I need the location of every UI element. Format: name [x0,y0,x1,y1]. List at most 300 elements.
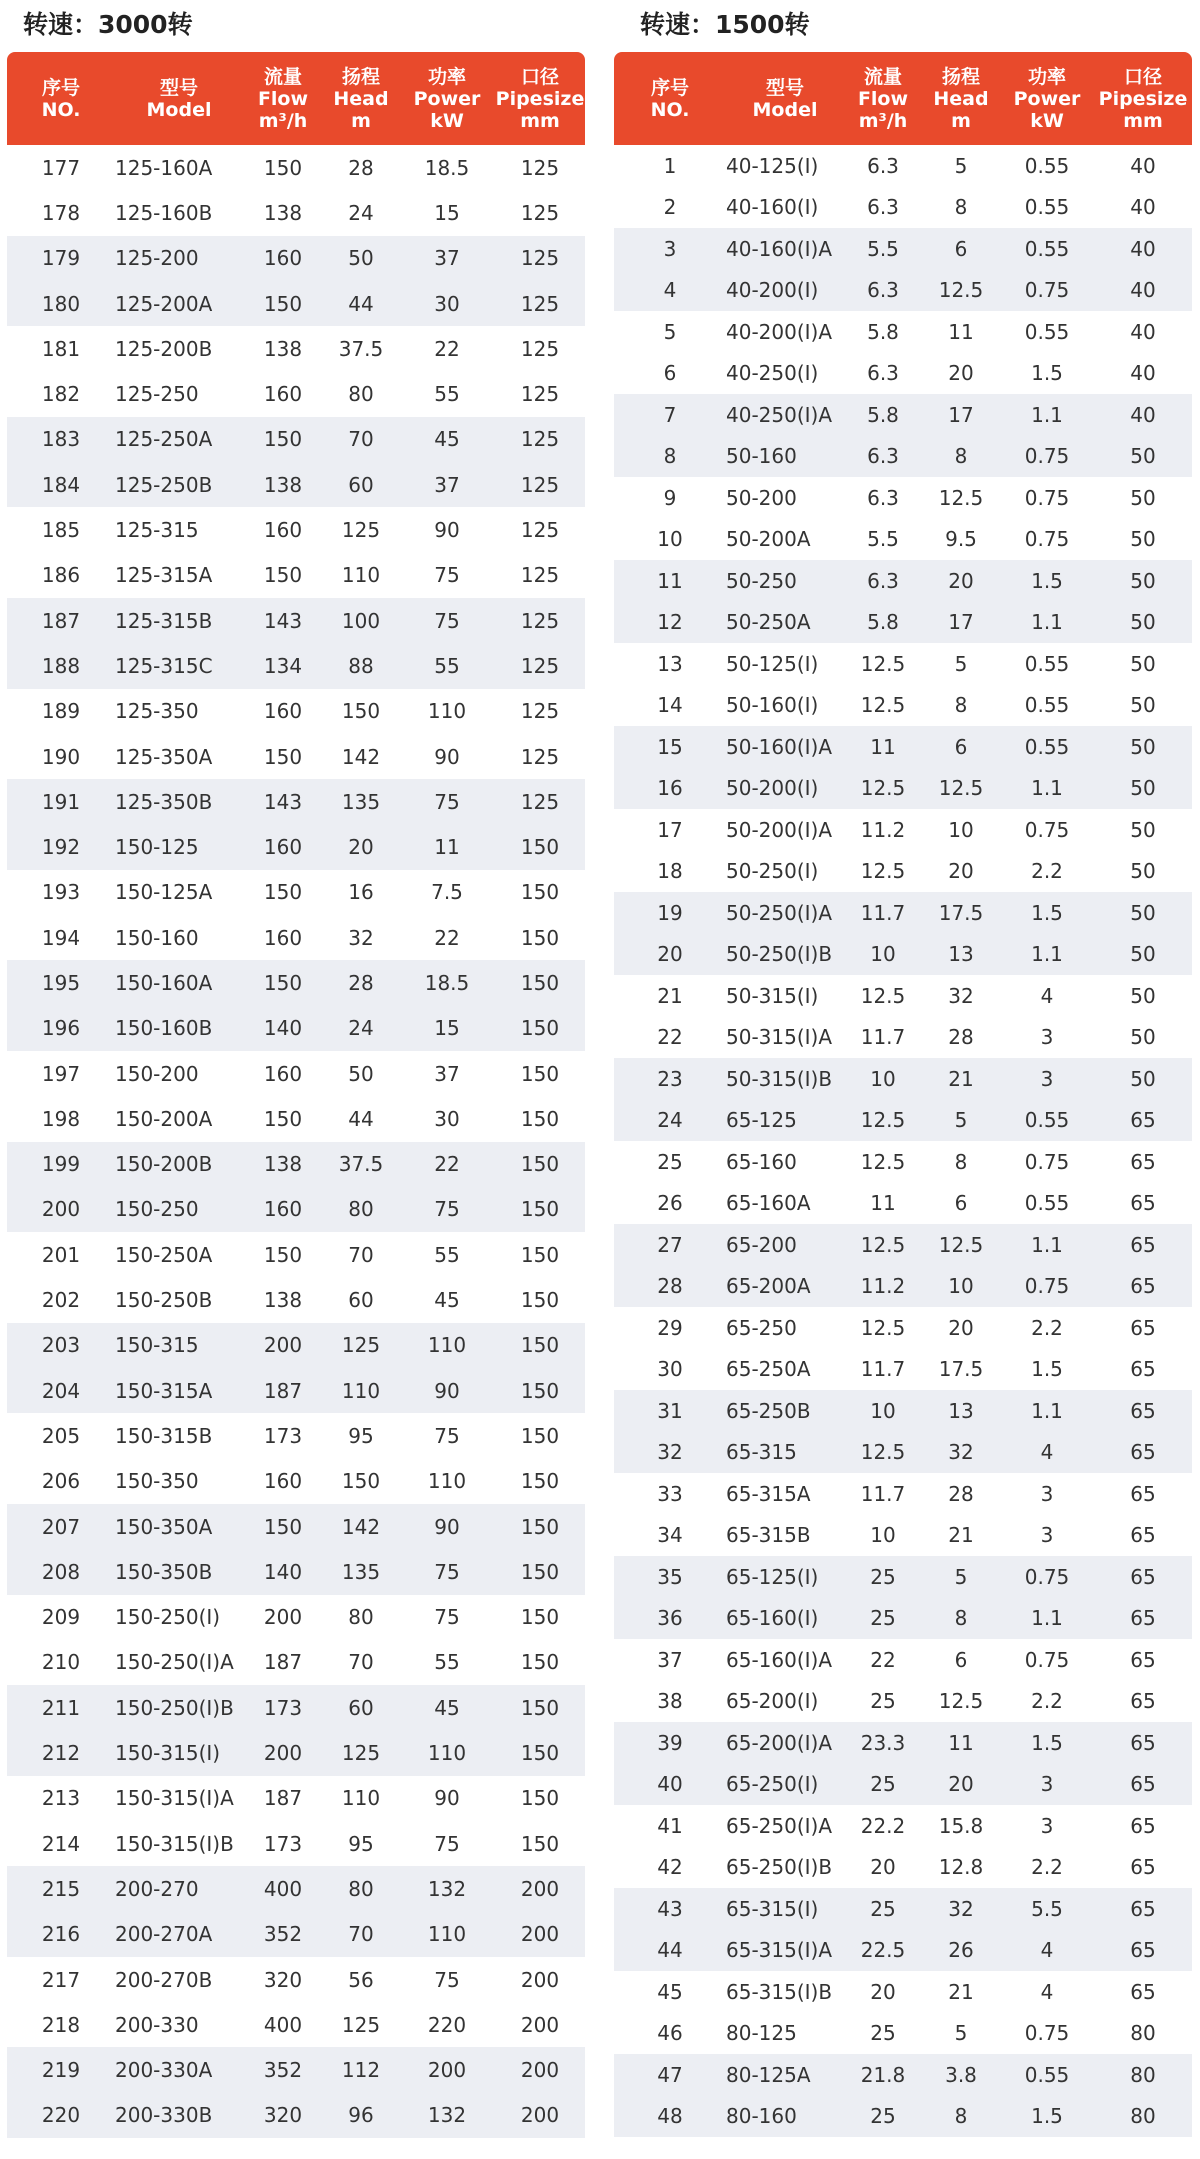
row-power: 55 [434,1242,460,1267]
row-flow: 5.8 [867,402,899,427]
row-model: 150-350B [115,1559,213,1584]
table-row [7,145,585,190]
row-power: 110 [427,1741,467,1766]
row-pipesize: 150 [520,1741,560,1766]
row-pipesize: 125 [520,246,560,271]
row-pipesize: 200 [520,2058,560,2083]
row-no: 199 [41,1152,81,1177]
row-power: 0.75 [1024,278,1070,303]
row-no: 1 [663,153,677,178]
row-model: 50-160(I) [726,693,819,718]
row-no: 47 [657,2062,683,2087]
row-model: 65-315(I)B [726,1979,833,2004]
row-no: 12 [657,610,683,635]
row-pipesize: 65 [1130,1979,1156,2004]
table-row [614,2013,1192,2055]
row-pipesize: 50 [1130,610,1156,635]
row-power: 1.5 [1031,2104,1063,2129]
row-model: 150-200 [115,1061,199,1086]
row-pipesize: 80 [1130,2104,1156,2129]
table-row [614,145,1192,187]
row-head: 13 [948,1398,974,1423]
row-model: 150-125A [115,880,213,905]
row-flow: 138 [263,1152,303,1177]
row-pipesize: 50 [1130,734,1156,759]
table-row [7,1640,585,1685]
table-row [614,1598,1192,1640]
row-head: 26 [948,1938,974,1963]
row-pipesize: 125 [520,200,560,225]
row-power: 3 [1040,1772,1054,1797]
row-power: 110 [427,1922,467,1947]
row-pipesize: 125 [520,427,560,452]
row-power: 7.5 [431,880,463,905]
row-power: 11 [434,835,460,860]
row-pipesize: 150 [520,1106,560,1131]
row-no: 30 [657,1357,683,1382]
row-model: 40-160(I)A [726,236,833,261]
table-row [7,553,585,598]
row-head: 3.8 [945,2062,977,2087]
row-no: 193 [41,880,81,905]
row-power: 18.5 [424,155,470,180]
row-pipesize: 65 [1130,1232,1156,1257]
row-pipesize: 150 [520,1197,560,1222]
row-pipesize: 150 [520,880,560,905]
row-flow: 160 [263,1197,303,1222]
row-no: 7 [663,402,677,427]
row-power: 1.1 [1031,1232,1063,1257]
row-power: 75 [434,608,460,633]
table-row [614,1058,1192,1100]
table-row [7,643,585,688]
row-power: 110 [427,699,467,724]
header-model: 型号 Model [752,76,818,121]
row-head: 44 [348,291,374,316]
table-row [7,190,585,235]
row-pipesize: 50 [1130,527,1156,552]
row-model: 65-315B [726,1523,811,1548]
row-power: 3 [1040,1481,1054,1506]
table-row [7,1232,585,1277]
row-flow: 22.5 [860,1938,906,1963]
row-pipesize: 80 [1130,2021,1156,2046]
table-3000rpm-panel [7,0,585,2138]
table-row [614,643,1192,685]
row-head: 11 [948,1730,974,1755]
row-power: 0.55 [1024,195,1070,220]
row-head: 21 [948,1523,974,1548]
table-body [7,145,585,2138]
row-flow: 25 [870,1564,896,1589]
row-no: 180 [41,291,81,316]
row-model: 50-315(I)B [726,1066,833,1091]
row-no: 46 [657,2021,683,2046]
row-no: 182 [41,382,81,407]
row-pipesize: 65 [1130,1108,1156,1133]
row-power: 30 [434,291,460,316]
row-no: 42 [657,1855,683,1880]
row-flow: 143 [263,608,303,633]
row-flow: 12.5 [860,983,906,1008]
table-row [614,1971,1192,2013]
row-power: 4 [1040,1440,1054,1465]
table-row [614,768,1192,810]
row-head: 112 [341,2058,381,2083]
row-power: 37 [434,246,460,271]
row-pipesize: 150 [520,1831,560,1856]
table-row [7,1277,585,1322]
row-no: 211 [41,1695,81,1720]
row-power: 1.5 [1031,1357,1063,1382]
row-model: 50-200(I) [726,776,819,801]
row-pipesize: 150 [520,1242,560,1267]
row-head: 80 [348,382,374,407]
row-pipesize: 65 [1130,1813,1156,1838]
row-pipesize: 150 [520,835,560,860]
row-no: 189 [41,699,81,724]
table-row [7,734,585,779]
row-model: 150-250A [115,1242,213,1267]
row-no: 191 [41,789,81,814]
row-no: 24 [657,1108,683,1133]
row-head: 8 [954,1606,968,1631]
row-model: 50-200(I)A [726,817,833,842]
table-row [614,1681,1192,1723]
table-row [7,1776,585,1821]
row-pipesize: 125 [520,518,560,543]
row-head: 12.5 [938,1232,984,1257]
row-flow: 11.2 [860,817,906,842]
row-head: 95 [348,1423,374,1448]
row-flow: 20 [870,1979,896,2004]
row-power: 15 [434,200,460,225]
row-head: 28 [948,1025,974,1050]
row-pipesize: 150 [520,1152,560,1177]
row-head: 21 [948,1066,974,1091]
row-pipesize: 65 [1130,1606,1156,1631]
row-flow: 12.5 [860,651,906,676]
row-model: 65-125 [726,1108,797,1133]
row-pipesize: 50 [1130,568,1156,593]
row-no: 39 [657,1730,683,1755]
row-head: 5 [954,2021,968,2046]
table-row [7,417,585,462]
table-row [614,477,1192,519]
row-head: 5 [954,1108,968,1133]
row-head: 88 [348,653,374,678]
row-no: 197 [41,1061,81,1086]
row-power: 22 [434,1152,460,1177]
row-no: 21 [657,983,683,1008]
row-pipesize: 40 [1130,153,1156,178]
row-head: 21 [948,1979,974,2004]
row-pipesize: 150 [520,1650,560,1675]
row-model: 40-250(I) [726,361,819,386]
table-row [614,270,1192,312]
row-pipesize: 150 [520,1378,560,1403]
row-pipesize: 150 [520,925,560,950]
row-flow: 400 [263,2012,303,2037]
row-no: 33 [657,1481,683,1506]
table-row [7,1413,585,1458]
row-no: 210 [41,1650,81,1675]
table-row [614,1100,1192,1142]
table-row [7,2002,585,2047]
row-no: 4 [663,278,677,303]
row-pipesize: 65 [1130,1689,1156,1714]
row-head: 100 [341,608,381,633]
row-head: 24 [348,1016,374,1041]
row-model: 65-250A [726,1357,811,1382]
row-model: 150-250(I)A [115,1650,234,1675]
row-power: 75 [434,1559,460,1584]
row-head: 142 [341,1514,381,1539]
row-model: 125-200A [115,291,213,316]
row-flow: 352 [263,2058,303,2083]
table-row [7,1549,585,1594]
row-head: 17 [948,402,974,427]
row-no: 34 [657,1523,683,1548]
row-power: 90 [434,518,460,543]
row-flow: 5.8 [867,319,899,344]
row-head: 11 [948,319,974,344]
row-flow: 138 [263,1288,303,1313]
row-head: 37.5 [338,1152,384,1177]
row-model: 65-250(I)B [726,1855,833,1880]
table-row [7,1323,585,1368]
row-no: 192 [41,835,81,860]
row-power: 75 [434,563,460,588]
row-model: 50-125(I) [726,651,819,676]
row-model: 65-250(I)A [726,1813,833,1838]
row-pipesize: 150 [520,1786,560,1811]
row-no: 209 [41,1605,81,1630]
table-row [7,1912,585,1957]
table-row [614,809,1192,851]
row-model: 150-125 [115,835,199,860]
header-head: 扬程 Head m [933,65,989,132]
row-power: 0.55 [1024,651,1070,676]
row-model: 200-270 [115,1876,199,1901]
row-pipesize: 125 [520,382,560,407]
row-head: 8 [954,2104,968,2129]
row-flow: 173 [263,1695,303,1720]
row-power: 30 [434,1106,460,1131]
row-power: 0.55 [1024,1191,1070,1216]
row-flow: 352 [263,1922,303,1947]
row-model: 80-125 [726,2021,797,2046]
row-head: 6 [954,1191,968,1216]
row-no: 219 [41,2058,81,2083]
row-flow: 11 [870,1191,896,1216]
row-model: 125-350A [115,744,213,769]
row-power: 22 [434,336,460,361]
row-pipesize: 50 [1130,983,1156,1008]
row-head: 80 [348,1197,374,1222]
row-model: 65-200(I)A [726,1730,833,1755]
row-no: 220 [41,2103,81,2128]
row-head: 150 [341,1469,381,1494]
row-no: 177 [41,155,81,180]
row-model: 150-160 [115,925,199,950]
row-no: 215 [41,1876,81,1901]
row-no: 186 [41,563,81,588]
row-no: 201 [41,1242,81,1267]
row-flow: 150 [263,427,303,452]
table-row [7,824,585,869]
row-head: 80 [348,1605,374,1630]
row-model: 125-160B [115,200,213,225]
row-head: 28 [948,1481,974,1506]
row-head: 17 [948,610,974,635]
table-row [614,1515,1192,1557]
row-pipesize: 40 [1130,319,1156,344]
row-power: 75 [434,1831,460,1856]
row-flow: 138 [263,200,303,225]
row-no: 44 [657,1938,683,1963]
row-flow: 25 [870,1896,896,1921]
row-flow: 11 [870,734,896,759]
row-no: 5 [663,319,677,344]
row-no: 198 [41,1106,81,1131]
row-model: 200-330 [115,2012,199,2037]
row-model: 150-315 [115,1333,199,1358]
row-pipesize: 50 [1130,817,1156,842]
row-head: 96 [348,2103,374,2128]
header-power: 功率 Power kW [1013,65,1081,132]
row-no: 19 [657,900,683,925]
row-power: 55 [434,653,460,678]
table-row [7,1685,585,1730]
row-head: 17.5 [938,900,984,925]
row-power: 75 [434,789,460,814]
table-row [614,851,1192,893]
table-row [7,1866,585,1911]
table-row [7,1006,585,1051]
row-no: 203 [41,1333,81,1358]
row-power: 22 [434,925,460,950]
row-power: 0.55 [1024,693,1070,718]
row-no: 196 [41,1016,81,1041]
row-power: 90 [434,1786,460,1811]
row-pipesize: 50 [1130,1025,1156,1050]
table-1500rpm-panel [614,0,1192,2137]
row-model: 50-160 [726,444,797,469]
table-header [7,52,585,145]
table-row [614,685,1192,727]
row-flow: 12.5 [860,1440,906,1465]
row-pipesize: 150 [520,1061,560,1086]
row-no: 23 [657,1066,683,1091]
row-no: 188 [41,653,81,678]
table-row [614,2096,1192,2138]
table-row [614,1141,1192,1183]
row-flow: 11.7 [860,900,906,925]
row-head: 17.5 [938,1357,984,1382]
row-head: 70 [348,427,374,452]
row-head: 20 [948,361,974,386]
row-model: 65-315 [726,1440,797,1465]
table-row [614,1349,1192,1391]
table-row [7,598,585,643]
row-pipesize: 50 [1130,1066,1156,1091]
row-flow: 6.3 [867,485,899,510]
header-head: 扬程 Head m [333,65,389,132]
row-flow: 160 [263,699,303,724]
row-no: 200 [41,1197,81,1222]
row-flow: 150 [263,1106,303,1131]
row-model: 125-160A [115,155,213,180]
row-pipesize: 125 [520,472,560,497]
table-row [7,281,585,326]
row-pipesize: 65 [1130,1149,1156,1174]
table-row [614,1764,1192,1806]
row-head: 12.5 [938,485,984,510]
row-flow: 5.5 [867,236,899,261]
row-flow: 143 [263,789,303,814]
row-head: 20 [948,859,974,884]
row-power: 0.75 [1024,1564,1070,1589]
row-flow: 160 [263,835,303,860]
row-model: 65-160 [726,1149,797,1174]
row-model: 125-250 [115,382,199,407]
row-model: 50-250A [726,610,811,635]
table-row [614,975,1192,1017]
table-row [614,187,1192,229]
row-model: 50-315(I)A [726,1025,833,1050]
row-model: 50-200 [726,485,797,510]
row-no: 22 [657,1025,683,1050]
row-head: 6 [954,236,968,261]
table-row [614,228,1192,270]
row-no: 205 [41,1423,81,1448]
table-row [7,960,585,1005]
row-model: 50-315(I) [726,983,819,1008]
row-power: 37 [434,1061,460,1086]
table-row [7,1957,585,2002]
row-head: 20 [348,835,374,860]
table-row [7,1504,585,1549]
row-power: 1.1 [1031,610,1063,635]
row-power: 55 [434,1650,460,1675]
row-pipesize: 200 [520,1876,560,1901]
row-model: 65-125(I) [726,1564,819,1589]
header-pipesize: 口径 Pipesize mm [495,65,585,132]
row-no: 35 [657,1564,683,1589]
row-power: 3 [1040,1066,1054,1091]
row-model: 40-200(I)A [726,319,833,344]
row-no: 183 [41,427,81,452]
row-model: 125-315 [115,518,199,543]
table-row [614,1473,1192,1515]
row-model: 150-350A [115,1514,213,1539]
row-flow: 12.5 [860,776,906,801]
row-pipesize: 50 [1130,776,1156,801]
row-model: 125-200 [115,246,199,271]
row-flow: 160 [263,925,303,950]
table-row [7,1142,585,1187]
row-model: 50-250(I)A [726,900,833,925]
table-row [614,1266,1192,1308]
table-row [614,1639,1192,1681]
table-row [614,560,1192,602]
row-no: 204 [41,1378,81,1403]
row-head: 70 [348,1650,374,1675]
table-row [7,1730,585,1775]
row-head: 8 [954,195,968,220]
table-row [614,1888,1192,1930]
